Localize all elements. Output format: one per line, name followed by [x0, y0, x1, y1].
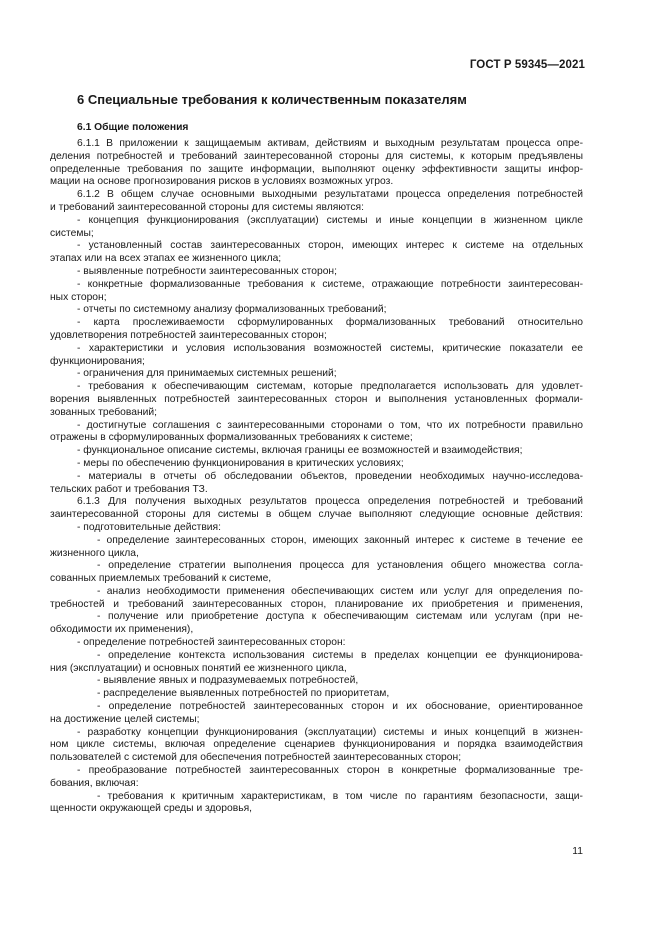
text-line: - подготовительные действия: — [77, 521, 221, 533]
text-line: и требований заинтересованной стороны для системы являются: — [50, 201, 364, 213]
text-line: мации на основе прогнозирования рисков в условиях возможных угроз. — [50, 176, 394, 188]
text-line: ния (эксплуатации) и основных понятий ее жизненного цикла, — [50, 662, 347, 674]
text-line: - карта прослеживаемости сформулированных формализованных требований относительно — [77, 317, 583, 329]
text-line: - определение потребностей заинтересованных сторон и их обоснование, ориентированное — [97, 701, 583, 713]
text-line: ных сторон; — [50, 291, 107, 303]
text-line: заинтересованной стороны для системы в общем случае выполняют следующие основные действия: — [50, 509, 583, 521]
text-line: зованных требований; — [50, 406, 158, 418]
document-body — [50, 138, 583, 816]
text-line: - выявленные потребности заинтересованных сторон; — [77, 265, 337, 277]
text-line: бования, включая: — [50, 777, 139, 789]
section-title: 6 Специальные требования к количественным показателям — [77, 92, 467, 107]
text-line: - определение контекста использования системы в пределах концепции ее функционирова- — [97, 649, 583, 661]
text-line: - конкретные формализованные требования к системе, отражающие потребности заинтересован- — [77, 278, 583, 290]
text-line: - характеристики и условия использования возможностей системы, критические показатели ее — [77, 342, 583, 354]
text-line: щенности окружающей среды и здоровья, — [50, 803, 253, 815]
text-line: удовлетворения потребностей заинтересованных сторон; — [50, 329, 327, 341]
text-line: 6.1.1 В приложении к защищаемым активам, действиям и выходным результатам процесса опре- — [77, 138, 583, 149]
text-line: этапах или на всех этапах ее жизненного цикла; — [50, 253, 282, 265]
text-line: - отчеты по системному анализу формализованных требований; — [77, 304, 387, 316]
text-line: - меры по обеспечению функционирования в критических условиях; — [77, 457, 404, 469]
text-line: 6.1.3 Для получения выходных результатов процесса определения потребностей и требований — [77, 496, 583, 508]
text-line: - достигнутые соглашения с заинтересованными сторонами о том, что их потребности правильно — [77, 419, 583, 431]
text-line: - определение потребностей заинтересованных сторон: — [77, 637, 346, 649]
text-line: - распределение выявленных потребностей по приоритетам, — [97, 688, 390, 700]
text-line: пользователей с системой для обеспечения потребностей заинтересованных сторон; — [50, 752, 462, 764]
text-line: определенные требования по защите информации, выполняют оценку эффективности защиты инфор- — [50, 163, 583, 175]
text-line: - установленный состав заинтересованных сторон, имеющих интерес к системе на отдельных — [77, 240, 583, 252]
text-line: жизненного цикла, — [50, 547, 139, 559]
text-line: - функциональное описание системы, включая границы ее возможностей и взаимодействия; — [77, 445, 523, 457]
text-line: тельских работ и требования ТЗ. — [50, 483, 208, 495]
text-line: - определение стратегии выполнения процесса для установления общего множества согла- — [97, 560, 583, 572]
text-line: - концепция функционирования (эксплуатации) системы и иные концепции в жизненном цикле — [77, 214, 583, 226]
text-line: - требования к обеспечивающим системам, которые предполагается использовать для удовлет- — [77, 381, 583, 393]
text-line: - разработку концепции функционирования (эксплуатации) системы и иных концепций в жизнен- — [77, 726, 583, 738]
text-line: - определение заинтересованных сторон, имеющих законный интерес к системе в течение ее — [97, 534, 583, 546]
text-line: сованных приемлемых требований к системе, — [50, 573, 272, 585]
text-line: - требования к критичным характеристикам, в том числе по гарантиям безопасности, защи- — [97, 790, 583, 802]
text-line: отражены в сформулированных формализованных требованиях к системе; — [50, 432, 413, 444]
text-line: функционирования; — [50, 355, 145, 367]
text-line: обходимости их применения), — [50, 624, 194, 636]
text-line: ворения выявленных потребностей заинтересованных сторон и выполнения установленных формали- — [50, 393, 583, 405]
text-line: - ограничения для принимаемых системных решений; — [77, 368, 337, 380]
text-line: системы; — [50, 227, 94, 239]
text-line: - преобразование потребностей заинтересованных сторон в конкретные формализованные тре- — [77, 765, 583, 777]
standard-header: ГОСТ Р 59345—2021 — [469, 59, 585, 71]
text-line: - материалы в отчеты об обследовании объектов, проведении необходимых научно-исследова- — [77, 470, 583, 482]
text-line: - получение или приобретение доступа к обеспечивающим системам или услугам (при не- — [97, 611, 583, 623]
text-line: - анализ необходимости применения обеспечивающих систем или услуг для определения по- — [97, 585, 583, 597]
text-line: требностей и требований заинтересованных сторон, планирование их приобретения и применения, — [50, 598, 583, 610]
text-line: - выявление явных и подразумеваемых потребностей, — [97, 675, 359, 687]
text-line: на достижение целей системы; — [50, 713, 200, 725]
subsection-title: 6.1 Общие положения — [77, 122, 189, 133]
page-number: 11 — [572, 846, 583, 857]
text-line: деления потребностей и требований заинтересованной стороны для системы, к которым предъявлены — [50, 150, 583, 162]
text-line: ном цикле системы, включая определение сценариев функционирования и порядка взаимодействия — [50, 739, 583, 751]
text-line: 6.1.2 В общем случае основными выходными результатами процесса определения потребностей — [77, 189, 583, 201]
